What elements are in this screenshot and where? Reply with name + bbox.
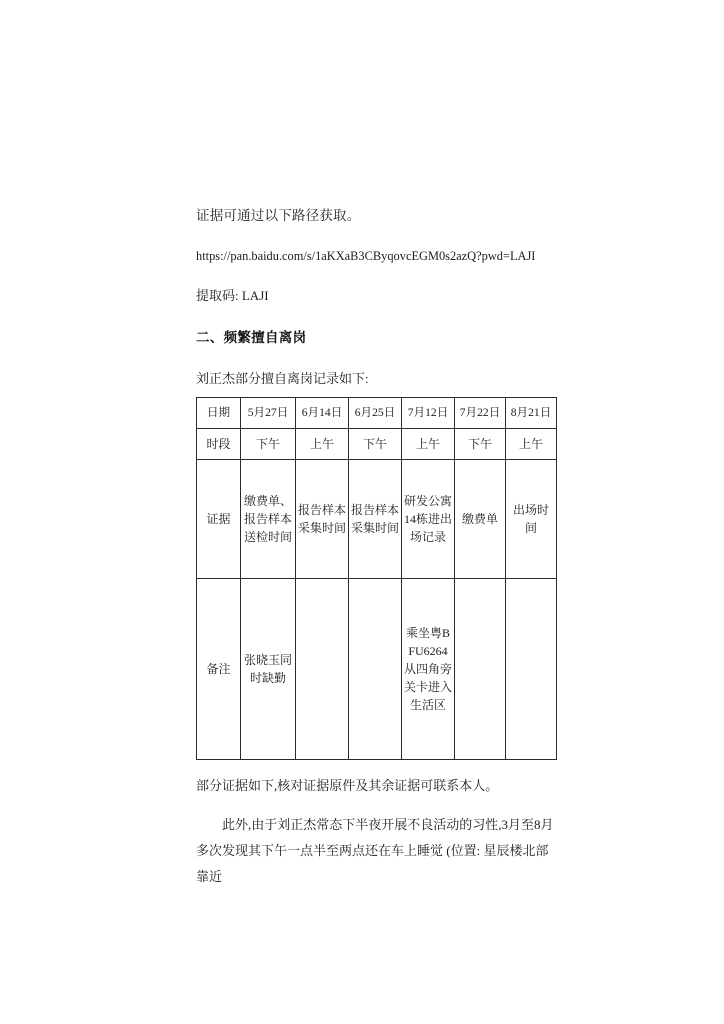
note-cell bbox=[506, 578, 557, 759]
date-cell: 5月27日 bbox=[241, 397, 296, 428]
period-cell: 上午 bbox=[506, 428, 557, 459]
closing-paragraph-line2: 多次发现其下午一点半至两点还在车上睡觉 (位置: 星辰楼北部靠近 bbox=[196, 843, 549, 885]
date-cell: 6月25日 bbox=[349, 397, 402, 428]
extract-code: 提取码: LAJI bbox=[196, 287, 269, 303]
note-cell bbox=[296, 578, 349, 759]
table-row bbox=[197, 428, 557, 459]
document-body bbox=[196, 206, 558, 890]
date-cell: 6月14日 bbox=[296, 397, 349, 428]
closing-paragraph bbox=[196, 812, 558, 890]
evidence-cell: 缴费单 bbox=[455, 459, 506, 578]
closing-paragraph-line1: 此外,由于刘正杰常态下半夜开展不良活动的习性,3月至8月 bbox=[222, 817, 554, 833]
period-cell: 上午 bbox=[402, 428, 455, 459]
intro-paragraph: 证据可通过以下路径获取。 bbox=[196, 208, 361, 223]
note-cell: 乘坐粤BFU6264从四角旁关卡进入生活区 bbox=[402, 578, 455, 759]
date-cell: 7月12日 bbox=[402, 397, 455, 428]
period-cell: 下午 bbox=[349, 428, 402, 459]
period-cell: 上午 bbox=[296, 428, 349, 459]
evidence-cell: 缴费单、报告样本送检时间 bbox=[241, 459, 296, 578]
table-row bbox=[197, 459, 557, 578]
row-label-note: 备注 bbox=[197, 578, 241, 759]
after-table-note: 部分证据如下,核对证据原件及其余证据可联系本人。 bbox=[196, 777, 499, 793]
period-cell: 下午 bbox=[455, 428, 506, 459]
absence-records-table bbox=[196, 397, 557, 760]
note-cell bbox=[349, 578, 402, 759]
date-cell: 7月22日 bbox=[455, 397, 506, 428]
table-row bbox=[197, 578, 557, 759]
note-cell bbox=[455, 578, 506, 759]
table-lead-text: 刘正杰部分擅自离岗记录如下: bbox=[196, 370, 369, 386]
section-heading: 二、频繁擅自离岗 bbox=[196, 329, 307, 345]
table-row bbox=[197, 397, 557, 428]
evidence-cell: 出场时间 bbox=[506, 459, 557, 578]
evidence-cell: 研发公寓14栋进出场记录 bbox=[402, 459, 455, 578]
date-cell: 8月21日 bbox=[506, 397, 557, 428]
period-cell: 下午 bbox=[241, 428, 296, 459]
evidence-cell: 报告样本采集时间 bbox=[349, 459, 402, 578]
row-label-period: 时段 bbox=[197, 428, 241, 459]
evidence-cell: 报告样本采集时间 bbox=[296, 459, 349, 578]
row-label-date: 日期 bbox=[197, 397, 241, 428]
note-cell: 张晓玉同时缺勤 bbox=[241, 578, 296, 759]
row-label-evidence: 证据 bbox=[197, 459, 241, 578]
evidence-url: https://pan.baidu.com/s/1aKXaB3CByqovcEGM0s2azQ?pwd=LAJI bbox=[196, 248, 536, 263]
